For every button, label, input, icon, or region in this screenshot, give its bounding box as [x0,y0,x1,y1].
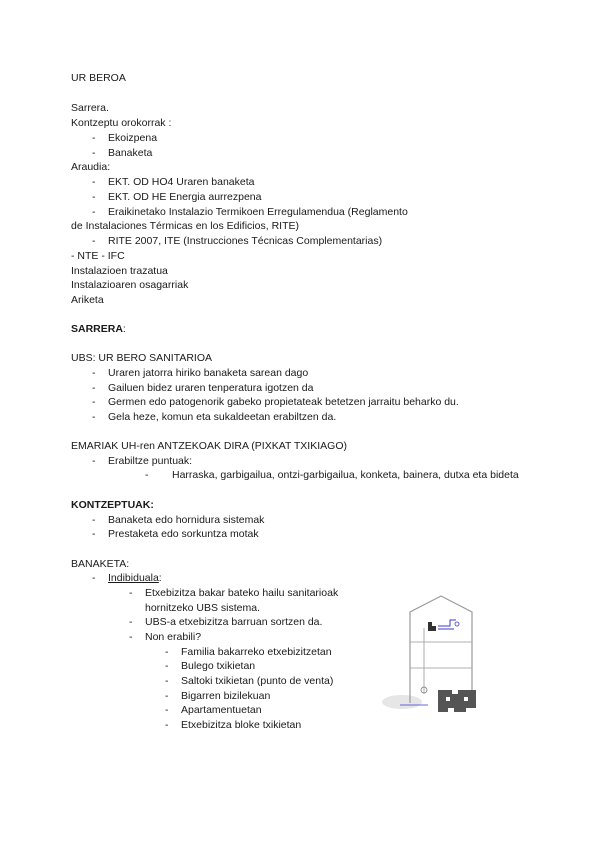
house-diagram-illustration [380,594,492,716]
index-kontzeptu: Kontzeptu orokorrak : [71,117,172,129]
bullet-dash: - [92,572,96,584]
bullet-dash: - [92,455,96,467]
index-osagarriak: Instalazioaren osagarriak [71,279,189,291]
block-gap [464,697,468,701]
bullet-dash: - [129,631,133,643]
ground-shadow [382,695,422,709]
sarrera-heading-text: SARRERA [71,323,123,335]
bullet-dash: - [92,396,96,408]
bullet-dash: - [165,646,169,658]
index-araudia-item: RITE 2007, ITE (Instrucciones Técnicas Complementarias) [108,235,383,247]
place-item: Etxebizitza bloke txikietan [181,719,302,731]
bullet-dash: - [92,176,96,188]
index-sarrera: Sarrera. [71,102,109,114]
bullet-dash: - [92,514,96,526]
banaketa-heading: BANAKETA: [71,558,130,570]
bullet-dash: - [129,616,133,628]
bullet-dash: - [92,411,96,423]
emariak-heading: EMARIAK UH-ren ANTZEKOAK DIRA (PIXKAT TXIKIAGO) [71,440,347,452]
indibiduala-text: Indibiduala [108,572,159,584]
place-item: Apartamentuetan [181,704,262,716]
bullet-dash: - [92,235,96,247]
non-erabili: Non erabili? [145,631,202,643]
index-kontzeptu-item: Ekoizpena [108,132,158,144]
heater-detail [432,622,436,626]
kontzeptuak-item: Prestaketa edo sorkuntza motak [108,528,259,540]
bullet-dash: - [129,587,133,599]
ubs-item: Gailuen bidez uraren tenperatura igotzen da [108,382,314,394]
ground-blocks [438,690,476,712]
kontzeptuak-item: Banaketa edo hornidura sistemak [108,514,265,526]
ubs-heading: UBS: UR BERO SANITARIOA [71,352,212,364]
index-araudia: Araudia: [71,161,111,173]
indibiduala-label [108,572,162,584]
kontzeptuak-heading: KONTZEPTUAK: [71,499,154,511]
index-araudia-item: EKT. OD HE Energia aurrezpena [108,191,262,203]
place-item: Familia bakarreko etxebizitzetan [181,646,332,658]
bullet-dash: - [92,191,96,203]
bullet-dash: - [92,206,96,218]
bullet-dash: - [165,719,169,731]
indibiduala-desc-cont: hornitzeko UBS sistema. [145,602,260,614]
sarrera-heading-colon: : [122,323,126,335]
indibiduala-desc2: UBS-a etxebizitza barruan sortzen da. [145,616,323,628]
block-gap [446,697,450,701]
bullet-dash: - [165,675,169,687]
indibiduala-colon: : [158,572,162,584]
document-title: UR BEROA [71,72,126,84]
bullet-dash: - [165,704,169,716]
bullet-dash: - [165,690,169,702]
index-araudia-item: Eraikinetako Instalazio Termikoen Erregulamendua (Reglamento [108,206,408,218]
indibiduala-desc: Etxebizitza bakar bateko hailu sanitarioak [145,587,339,599]
index-araudia-item: EKT. OD HO4 Uraren banaketa [108,176,255,188]
ubs-item: Uraren jatorra hiriko banaketa sarean dago [108,367,309,379]
index-ariketa: Ariketa [71,294,104,306]
bullet-dash: - [92,528,96,540]
index-trazatua: Instalazioen trazatua [71,265,168,277]
bullet-dash: - [92,367,96,379]
tap-icon [455,622,459,626]
bullet-dash: - [165,660,169,672]
bullet-dash: - [92,132,96,144]
index-nte: - NTE - IFC [71,250,125,262]
house-outline [410,596,472,703]
hot-water-pipe [438,620,456,626]
index-araudia-continuation: de Instalaciones Térmicas en los Edificios, RITE) [71,220,299,232]
ubs-item: Gela heze, komun eta sukaldeetan erabiltzen da. [108,411,337,423]
bullet-dash: - [92,382,96,394]
erabiltze-detail: Harraska, garbigailua, ontzi-garbigailua, konketa, bainera, dutxa eta bideta [172,469,519,481]
bullet-dash: - [145,469,149,481]
ubs-item: Germen edo patogenorik gabeko propietateak betetzen jarraitu beharko du. [108,396,459,408]
sarrera-heading [71,323,126,335]
erabiltze-puntuak: Erabiltze puntuak: [108,455,193,467]
bullet-dash: - [92,147,96,159]
place-item: Saltoki txikietan (punto de venta) [181,675,334,687]
place-item: Bigarren bizilekuan [181,690,271,702]
place-item: Bulego txikietan [181,660,256,672]
index-kontzeptu-item: Banaketa [108,147,153,159]
